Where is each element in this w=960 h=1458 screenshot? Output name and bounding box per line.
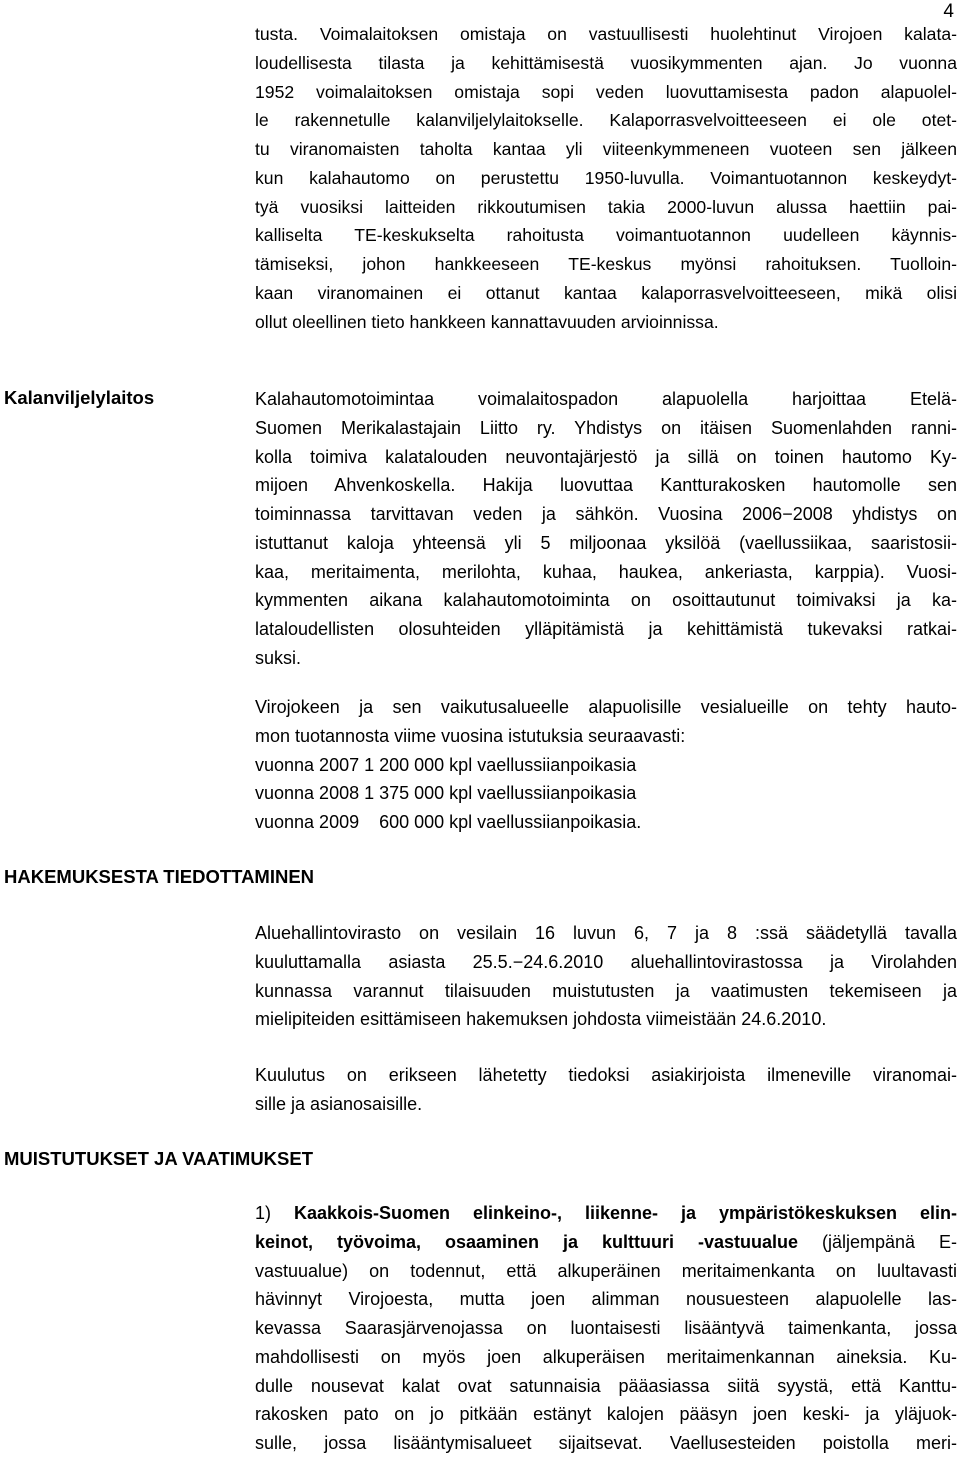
text-line: hävinnyt Virojoesta, mutta joen alimman nousuesteen alapuolelle las- xyxy=(255,1289,957,1310)
text-line: toiminnassa tarvittavan veden ja sähkön. Vuosina 2006−2008 yhdistys on xyxy=(255,504,957,524)
text-line xyxy=(255,1199,957,1228)
organization-abbrev: (jäljempänä E- xyxy=(797,1231,957,1252)
text-line: tu viranomaisten taholta kantaa yli viiteenkymmeneen vuoteen sen jälkeen xyxy=(255,139,957,159)
text-line: rakosken pato on jo pitkään estänyt kalojen pääsyn joen keski- ja yläjuok- xyxy=(255,1404,957,1425)
paragraph-muistutus-1 xyxy=(255,1199,957,1458)
text-line: vastuualue) on todennut, että alkuperäinen meritaimenkanta on luultavasti xyxy=(255,1260,957,1281)
text-line: kevassa Saarasjärvenojassa on luontaisesti lisääntyvä taimenkanta, jossa xyxy=(255,1318,957,1338)
paragraph-tiedottaminen-2 xyxy=(255,1061,957,1119)
text-line: suksi. xyxy=(255,647,302,668)
text-line: kalliselta TE-keskukselta rahoitusta voimantuotannon uudelleen käynnis- xyxy=(255,225,957,246)
text-line: mahdollisesti on myös joen alkuperäisen meritaimenkannan aineksia. Ku- xyxy=(255,1346,957,1367)
text-line: mon tuotannosta viime vuosina istutuksia seuraavasti: xyxy=(255,725,686,746)
text-line: mijoen Ahvenkoskella. Hakija luovuttaa Kantturakosken hautomolle sen xyxy=(255,475,957,496)
text-line: tämiseksi, johon hankkeeseen TE-keskus myönsi rahoituksen. Tuolloin- xyxy=(255,254,957,274)
text-line: le rakennetulle kalanviljelylaitokselle. Kalaporrasvelvoitteeseen ei ole otet- xyxy=(255,110,957,131)
text-line: ollut oleellinen tieto hankkeen kannattavuuden arvioinnissa. xyxy=(255,311,719,332)
list-number: 1) xyxy=(255,1203,294,1223)
text-line: Suomen Merikalastajain Liitto ry. Yhdistys on itäisen Suomenlahden ranni- xyxy=(255,417,957,438)
stocking-line-2009: vuonna 2009 600 000 kpl vaellussiianpoikasia. xyxy=(255,812,642,832)
organization-name-part-1: Kaakkois-Suomen elinkeino-, liikenne- ja ympäristökeskuksen elin- xyxy=(293,1203,957,1223)
text-line: mielipiteiden esittämiseen hakemuksen johdosta viimeistään 24.6.2010. xyxy=(255,1009,827,1030)
text-line: sulle, jossa lisääntymisalueet sijaitsevat. Vaellusesteiden poistolla meri- xyxy=(255,1433,957,1453)
text-line: Aluehallintovirasto on vesilain 16 luvun 6, 7 ja 8 :ssä säädetyllä tavalla xyxy=(255,923,957,943)
text-line: tyä vuosiksi laitteiden rikkoutumisen takia 2000-luvun alussa haettiin pai- xyxy=(255,196,957,217)
page-number: 4 xyxy=(943,1,954,22)
text-line: kaan viranomainen ei ottanut kantaa kalaporrasvelvoitteeseen, mikä olisi xyxy=(255,282,957,303)
stocking-line-2007: vuonna 2007 1 200 000 kpl vaellussiianpoikasia xyxy=(255,754,637,775)
text-line: kunnassa varannut tilaisuuden muistutusten ja vaatimusten tekemiseen ja xyxy=(255,980,957,1001)
paragraph-kalanviljelylaitos-2 xyxy=(255,693,957,837)
paragraph-intro xyxy=(255,20,957,336)
text-line: kolla toimiva kalatalouden neuvontajärjestö ja sillä on toinen hautomo Ky- xyxy=(255,446,957,467)
text-line: lataloudellisten olosuhteiden ylläpitämistä ja kehittämistä tukevaksi ratkai- xyxy=(255,619,957,639)
text-line: Kuulutus on erikseen lähetetty tiedoksi asiakirjoista ilmeneville viranomai- xyxy=(255,1065,957,1085)
paragraph-tiedottaminen-1 xyxy=(255,919,957,1034)
text-line: istuttanut kaloja yhteensä yli 5 miljoonaa yksilöä (vaellussiikaa, saaristosii- xyxy=(255,532,957,553)
heading-muistutukset-ja-vaatimukset: MUISTUTUKSET JA VAATIMUKSET xyxy=(4,1148,314,1169)
heading-hakemuksesta-tiedottaminen: HAKEMUKSESTA TIEDOTTAMINEN xyxy=(4,866,315,887)
text-line: kaa, meritaimenta, merilohta, kuhaa, haukea, ankeriasta, karppia). Vuosi- xyxy=(255,561,957,582)
text-line: tusta. Voimalaitoksen omistaja on vastuullisesti huolehtinut Virojoen kalata- xyxy=(255,24,957,44)
text-line: Kalahautomotoimintaa voimalaitospadon alapuolella harjoittaa Etelä- xyxy=(255,389,957,409)
text-line: kymmenten aikana kalahautomotoiminta on osoittautunut toimivaksi ja ka- xyxy=(255,590,957,611)
text-line: kun kalahautomo on perustettu 1950-luvulla. Voimantuotannon keskeydyt- xyxy=(255,167,957,188)
text-line: Virojokeen ja sen vaikutusalueelle alapuolisille vesialueille on tehty hauto- xyxy=(255,697,957,717)
stocking-line-2008: vuonna 2008 1 375 000 kpl vaellussiianpoikasia xyxy=(255,783,637,804)
text-line: dulle nousevat kalat ovat satunnaisia pääasiassa siitä syystä, että Kanttu- xyxy=(255,1375,957,1396)
text-line: sille ja asianosaisille. xyxy=(255,1093,423,1114)
organization-name-part-2: keinot, työvoima, osaaminen ja kulttuuri -vastuualue xyxy=(255,1231,798,1252)
heading-kalanviljelylaitos: Kalanviljelylaitos xyxy=(4,387,155,408)
text-line: loudellisesta tilasta ja kehittämisestä vuosikymmenten ajan. Jo vuonna xyxy=(255,52,957,73)
text-line xyxy=(255,1228,957,1257)
text-line: kuuluttamalla asiasta 25.5.−24.6.2010 aluehallintovirastossa ja Virolahden xyxy=(255,951,957,972)
text-line: 1952 voimalaitoksen omistaja sopi veden luovuttamisesta padon alapuolel- xyxy=(255,81,957,102)
paragraph-kalanviljelylaitos-1 xyxy=(255,385,957,673)
